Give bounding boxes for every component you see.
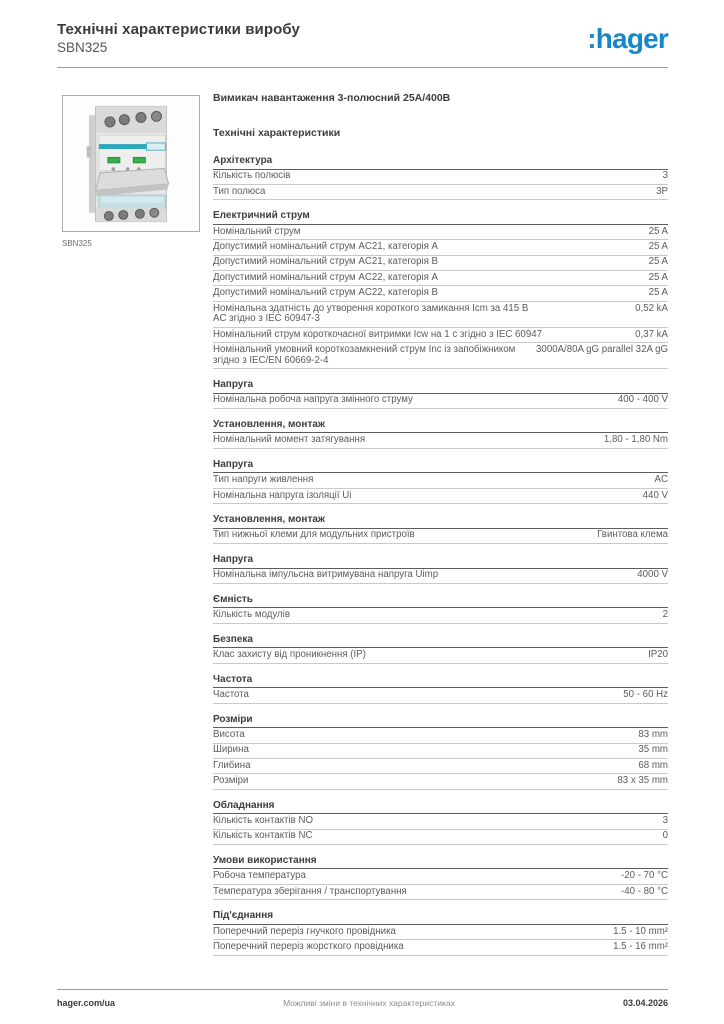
spec-row bbox=[213, 302, 668, 328]
spec-value: 68 mm bbox=[638, 759, 668, 771]
product-reference: SBN325 bbox=[57, 40, 108, 55]
spec-row bbox=[213, 608, 668, 623]
hager-logo: :hager bbox=[587, 23, 668, 54]
spec-group-title: Частота bbox=[213, 675, 668, 689]
spec-row bbox=[213, 869, 668, 884]
spec-label: Кількість контактів NC bbox=[213, 830, 313, 842]
spec-value: 440 V bbox=[642, 489, 668, 501]
spec-row bbox=[213, 328, 668, 343]
spec-row bbox=[213, 814, 668, 829]
spec-label: Поперечний переріз гнучкого провідника bbox=[213, 925, 396, 937]
spec-group bbox=[213, 555, 668, 584]
spec-row bbox=[213, 759, 668, 774]
spec-group-title: Електричний струм bbox=[213, 211, 668, 225]
footer-date: 03.04.2026 bbox=[622, 998, 668, 1008]
spec-label: Розміри bbox=[213, 775, 249, 787]
spec-value: 2 bbox=[662, 609, 668, 621]
spec-value: 3000A/80A gG parallel 32A gG bbox=[536, 343, 668, 355]
spec-value: 0 bbox=[662, 830, 668, 842]
spec-value: 1,80 - 1,80 Nm bbox=[603, 434, 668, 446]
spec-label: Кількість полюсів bbox=[213, 170, 291, 182]
spec-column bbox=[213, 92, 668, 967]
spec-group bbox=[213, 420, 668, 449]
spec-row bbox=[213, 170, 668, 185]
spec-row bbox=[213, 271, 668, 286]
spec-value: -20 - 70 °C bbox=[621, 870, 668, 882]
product-description: Вимикач навантаження 3-полюсний 25А/400В bbox=[213, 92, 451, 104]
spec-table-title: Технічні характеристики bbox=[213, 127, 341, 139]
spec-value: 25 A bbox=[648, 240, 668, 252]
spec-label: Допустимий номінальний струм AC22, категорія B bbox=[213, 287, 439, 299]
spec-group bbox=[213, 715, 668, 790]
spec-row bbox=[213, 648, 668, 663]
spec-label: Кількість модулів bbox=[213, 609, 290, 621]
spec-row bbox=[213, 256, 668, 271]
spec-table bbox=[213, 156, 668, 956]
spec-group-title: Безпека bbox=[213, 635, 668, 649]
spec-group-title: Ємність bbox=[213, 595, 668, 609]
spec-label: Номінальний момент затягування bbox=[213, 434, 366, 446]
spec-value: 50 - 60 Hz bbox=[623, 689, 668, 701]
spec-label: Допустимий номінальний струм AC21, категорія B bbox=[213, 256, 439, 268]
document-header bbox=[57, 21, 300, 55]
spec-group bbox=[213, 911, 668, 955]
spec-value: 0,37 kA bbox=[635, 328, 668, 340]
spec-label: Кількість контактів NO bbox=[213, 814, 314, 826]
spec-label: Тип нижньої клеми для модульних пристроїв bbox=[213, 529, 415, 541]
spec-label: Допустимий номінальний струм AC22, категорія A bbox=[213, 271, 439, 283]
footer-divider bbox=[57, 989, 668, 990]
spec-value: 25 A bbox=[648, 256, 668, 268]
spec-value: 35 mm bbox=[638, 744, 668, 756]
spec-label: Номінальний струм короткочасної витримки Icw на 1 с згідно з IEC 60947 bbox=[213, 328, 542, 340]
header-divider bbox=[57, 67, 668, 68]
spec-group-title: Напруга bbox=[213, 380, 668, 394]
spec-label: Номінальна імпульсна витримувана напруга Uimp bbox=[213, 569, 439, 581]
spec-label: Температура зберігання / транспортування bbox=[213, 885, 407, 897]
spec-row bbox=[213, 728, 668, 743]
spec-group bbox=[213, 635, 668, 664]
spec-group bbox=[213, 801, 668, 845]
spec-group bbox=[213, 460, 668, 504]
spec-label: Клас захисту від проникнення (IP) bbox=[213, 649, 366, 661]
spec-row bbox=[213, 688, 668, 703]
spec-label: Тип полюса bbox=[213, 185, 266, 197]
spec-row bbox=[213, 343, 668, 369]
spec-group bbox=[213, 156, 668, 200]
product-image bbox=[75, 102, 187, 226]
spec-row bbox=[213, 473, 668, 488]
spec-group bbox=[213, 211, 668, 369]
spec-value: AC bbox=[654, 474, 668, 486]
spec-row bbox=[213, 940, 668, 955]
spec-group-title: Установлення, монтаж bbox=[213, 515, 668, 529]
spec-group bbox=[213, 515, 668, 544]
spec-row bbox=[213, 925, 668, 940]
spec-label: Робоча температура bbox=[213, 870, 306, 882]
spec-value: 25 A bbox=[648, 287, 668, 299]
spec-group bbox=[213, 595, 668, 624]
spec-row bbox=[213, 885, 668, 900]
spec-value: 4000 V bbox=[637, 569, 668, 581]
footer-disclaimer: Можливі зміни в технічних характеристиках bbox=[283, 998, 455, 1008]
spec-row bbox=[213, 225, 668, 240]
spec-group bbox=[213, 675, 668, 704]
page-title: Технічні характеристики виробу bbox=[57, 21, 300, 38]
spec-label: Номінальний умовний короткозамкнений струм Inc із запобіжником згідно з IEC/EN 60669-2-4 bbox=[213, 343, 516, 366]
spec-value: 3P bbox=[656, 185, 668, 197]
spec-label: Глибина bbox=[213, 759, 251, 771]
spec-value: 83 mm bbox=[638, 728, 668, 740]
spec-row bbox=[213, 774, 668, 789]
spec-group bbox=[213, 380, 668, 409]
footer bbox=[57, 998, 668, 1008]
spec-label: Номінальна напруга ізоляції Ui bbox=[213, 489, 352, 501]
spec-row bbox=[213, 286, 668, 301]
product-image-frame bbox=[62, 95, 200, 232]
spec-value: 3 bbox=[662, 170, 668, 182]
spec-group-title: Напруга bbox=[213, 460, 668, 474]
spec-value: Гвинтова клема bbox=[597, 529, 668, 541]
spec-group-title: Умови використання bbox=[213, 856, 668, 870]
spec-value: 83 x 35 mm bbox=[617, 775, 668, 787]
spec-row bbox=[213, 394, 668, 409]
spec-label: Номінальна здатність до утворення короткого замикання Icm за 415 В AC згідно з IEC 60947-3 bbox=[213, 302, 529, 325]
spec-label: Ширина bbox=[213, 744, 249, 756]
product-image-caption: SBN325 bbox=[62, 239, 92, 248]
spec-row bbox=[213, 529, 668, 544]
spec-row bbox=[213, 569, 668, 584]
spec-row bbox=[213, 433, 668, 448]
spec-row bbox=[213, 489, 668, 504]
spec-value: 25 A bbox=[648, 271, 668, 283]
spec-group-title: Напруга bbox=[213, 555, 668, 569]
spec-group-title: Установлення, монтаж bbox=[213, 420, 668, 434]
spec-row bbox=[213, 240, 668, 255]
footer-website: hager.com/ua bbox=[57, 998, 116, 1008]
spec-row bbox=[213, 744, 668, 759]
spec-value: 400 - 400 V bbox=[617, 394, 668, 406]
spec-label: Висота bbox=[213, 728, 245, 740]
spec-label: Номінальний струм bbox=[213, 225, 301, 237]
spec-group bbox=[213, 856, 668, 900]
spec-group-title: Обладнання bbox=[213, 801, 668, 815]
spec-group-title: Архітектура bbox=[213, 156, 668, 170]
spec-value: 25 A bbox=[648, 225, 668, 237]
spec-row bbox=[213, 185, 668, 200]
spec-value: -40 - 80 °C bbox=[621, 885, 668, 897]
spec-value: 3 bbox=[662, 814, 668, 826]
spec-label: Поперечний переріз жорсткого провідника bbox=[213, 940, 404, 952]
spec-label: Допустимий номінальний струм AC21, категорія A bbox=[213, 240, 439, 252]
spec-label: Тип напруги живлення bbox=[213, 474, 314, 486]
spec-group-title: Розміри bbox=[213, 715, 668, 729]
spec-value: IP20 bbox=[648, 649, 668, 661]
spec-group-title: Під'єднання bbox=[213, 911, 668, 925]
spec-value: 0,52 kA bbox=[635, 302, 668, 314]
spec-value: 1.5 - 16 mm² bbox=[613, 940, 668, 952]
spec-row bbox=[213, 830, 668, 845]
spec-label: Частота bbox=[213, 689, 249, 701]
spec-label: Номінальна робоча напруга змінного струму bbox=[213, 394, 413, 406]
spec-value: 1.5 - 10 mm² bbox=[613, 925, 668, 937]
